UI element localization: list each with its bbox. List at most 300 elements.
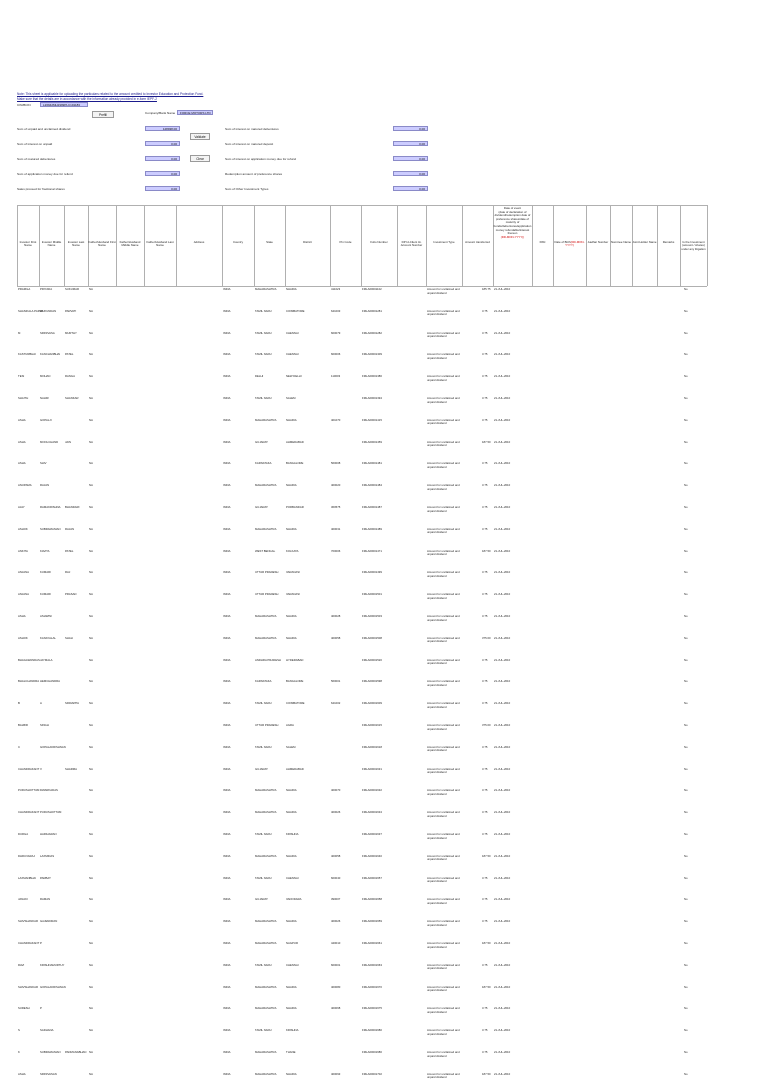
table-cell: FMLA00001508	[362, 635, 382, 640]
validate-button[interactable]: Validate	[190, 133, 210, 140]
table-cell: K	[18, 1050, 20, 1054]
table-cell: CHANDRAKANT	[18, 810, 40, 815]
table-cell: 400070	[331, 788, 341, 793]
table-cell: CHENNAI	[286, 330, 299, 335]
table-cell: NA	[89, 417, 93, 422]
table-cell: MAHARASHTRA	[255, 853, 277, 858]
table-cell: NA	[89, 461, 93, 466]
table-cell: INDIA	[223, 614, 231, 618]
summary-right-value-2: 0.00	[393, 156, 428, 161]
table-cell: NHARIA	[286, 984, 297, 989]
table-cell: RANGA	[65, 374, 75, 379]
table-cell: WEST BENGAL	[255, 548, 276, 553]
table-cell: 187.50	[482, 548, 491, 553]
table-cell: AJAY	[18, 505, 25, 509]
table-cell: 600006	[331, 352, 341, 357]
table-cell: ASHA	[18, 461, 26, 466]
table-cell: MAHARASHTRA	[255, 1071, 277, 1076]
table-cell: DURGA	[18, 832, 29, 836]
clear-button[interactable]: Clear	[190, 155, 210, 162]
table-cell: 21-JUL-2010	[494, 483, 511, 488]
table-cell: No	[684, 832, 688, 836]
table-cell: 3.75	[482, 766, 488, 771]
summary-label-4: Sales proceed for fractional shares	[17, 187, 65, 191]
table-cell: FMLA00001520	[362, 657, 382, 662]
table-cell: TAMIL NADU	[255, 1028, 272, 1033]
table-cell: MAHARASHTRA	[255, 614, 277, 618]
column-header: Date of event (date of declaration of dividend/redemption date of preference shares/date of maturity of bonds/debentures/application money refundable/interest thereon (DD-MON-YYYY))	[493, 206, 532, 239]
investment-type-cell: Amount for unclaimed and unpaid dividend	[427, 853, 460, 862]
column-header: Date of Birth(DD-MON-YYYY)	[554, 239, 585, 248]
table-cell: CHENNAI	[286, 352, 299, 357]
table-cell: AGRA	[286, 723, 294, 727]
table-cell: ANUPAMA	[18, 483, 32, 488]
table-cell: COIMBATORE	[286, 308, 305, 313]
table-cell: 21-JUL-2010	[494, 548, 511, 553]
table-cell: KANCHANBHAI	[40, 352, 61, 357]
investment-type-cell: Amount for unclaimed and unpaid dividend	[427, 875, 460, 884]
investment-type-cell: Amount for unclaimed and unpaid dividend	[427, 1071, 460, 1080]
table-cell: INDIA	[223, 417, 231, 422]
table-cell: THANE	[286, 1050, 296, 1054]
table-cell: NA	[89, 483, 93, 488]
investment-type-cell: Amount for unclaimed and unpaid dividend	[427, 766, 460, 775]
table-cell: No	[684, 1028, 688, 1033]
table-cell: 3.75	[482, 1050, 488, 1054]
table-cell: 21-JUL-2010	[494, 919, 511, 924]
table-cell: NEW DELHI	[286, 374, 302, 379]
table-cell: P	[40, 1006, 42, 1011]
table-cell: 21-JUL-2010	[494, 1006, 511, 1011]
table-cell: TAMIL NADU	[255, 308, 272, 313]
table-cell: NA	[89, 832, 93, 836]
table-cell: MOOLCHAND	[40, 439, 59, 444]
column-divider	[176, 205, 177, 286]
table-cell: SURESH	[18, 1006, 30, 1011]
table-cell: 401070	[331, 417, 341, 422]
summary-value-1: 0.00	[145, 141, 180, 146]
table-cell: RAMAKRISHNA	[40, 505, 61, 509]
table-cell: 21-JUL-2010	[494, 1071, 511, 1076]
table-cell: 400026	[331, 919, 341, 924]
table-cell: DWARKADAS	[40, 788, 58, 793]
summary-right-value-1: 0.00	[393, 141, 428, 146]
table-cell: MAHARASHTRA	[255, 984, 277, 989]
table-cell: 411023	[331, 287, 341, 291]
investment-type-cell: Amount for unclaimed and unpaid dividend	[427, 526, 460, 535]
table-cell: No	[684, 1006, 688, 1011]
table-cell: No	[684, 1050, 688, 1054]
table-cell: DELHI	[255, 374, 264, 379]
table-cell: NHARIA	[286, 417, 297, 422]
table-cell: PURUSHOTTAM	[18, 788, 40, 793]
table-cell: NA	[89, 657, 93, 662]
table-cell: 3.75	[482, 417, 488, 422]
table-cell: GUJARAT	[255, 439, 268, 444]
table-cell: NA	[89, 287, 93, 291]
table-cell: PARVATI	[65, 308, 77, 313]
table-cell: INDIA	[223, 287, 231, 291]
prefill-button[interactable]: Prefill	[92, 111, 114, 118]
column-divider	[632, 205, 633, 286]
table-cell: No	[684, 1071, 688, 1076]
table-cell: 21-JUL-2010	[494, 810, 511, 815]
summary-right-label-2: Sum of interest on application money due for refund	[225, 157, 297, 161]
table-cell: INDIA	[223, 526, 231, 531]
table-cell: ANJANA	[18, 592, 30, 597]
table-cell: BHALCHANDRA	[18, 679, 40, 684]
table-cell: SRINIVASA	[40, 330, 55, 335]
investment-type-cell: Amount for unclaimed and unpaid dividend	[427, 635, 460, 644]
table-cell: AHMEDABAD	[286, 766, 304, 771]
table-cell: No	[684, 962, 688, 967]
table-cell: 3.75	[482, 396, 488, 400]
table-cell: 21-JUL-2010	[494, 701, 511, 706]
table-cell: ASHWINI	[40, 614, 52, 618]
table-cell: 21-JUL-2010	[494, 766, 511, 771]
table-cell: FMLA00001632	[362, 788, 382, 793]
investment-type-cell: Amount for unclaimed and unpaid dividend	[427, 701, 460, 709]
table-cell: ASHOK	[18, 635, 28, 640]
table-cell: 3.75	[482, 483, 488, 488]
table-cell: NHARIA	[286, 1071, 297, 1076]
table-cell: INDIA	[223, 352, 231, 357]
table-cell: INDIA	[223, 1006, 231, 1011]
table-cell: PRIYADA	[40, 287, 53, 291]
table-cell: INDIA	[223, 483, 231, 488]
column-header: Pin Code	[339, 239, 352, 244]
column-header: PAN	[539, 239, 546, 244]
table-cell: 21-JUL-2010	[494, 308, 511, 313]
table-cell: MAHARASHTRA	[255, 919, 277, 924]
table-cell: NA	[89, 439, 93, 444]
table-cell: FMLA00001484	[362, 483, 382, 488]
table-cell: INDIA	[223, 635, 231, 640]
table-cell: 3.75	[482, 526, 488, 531]
table-cell: VARANASI	[286, 570, 300, 575]
column-header: Is the Investment (amount / shares) under any litigation	[681, 239, 706, 251]
table-cell: No	[684, 396, 688, 400]
table-cell: No	[684, 287, 688, 291]
table-cell: FMLA00001481	[362, 461, 382, 466]
table-cell: INDIA	[223, 548, 231, 553]
summary-right-label-1: Sum of interest on matured deposit	[225, 142, 274, 146]
table-cell: NA	[89, 853, 93, 858]
table-cell: No	[684, 701, 688, 706]
table-cell: 3.75	[482, 614, 488, 618]
table-cell: NA	[89, 308, 93, 313]
table-cell: MAHARASHTRA	[255, 417, 277, 422]
table-cell: MAHARASHTRA	[255, 788, 277, 793]
table-cell: GOPALAKRISHNAN	[40, 984, 66, 989]
investment-type-cell: Amount for unclaimed and unpaid dividend	[427, 505, 460, 513]
table-cell: A	[40, 701, 42, 706]
table-cell: MAHARASHTRA	[255, 1006, 277, 1011]
table-cell: RAJAN	[65, 526, 75, 531]
table-cell: 21-JUL-2010	[494, 657, 511, 662]
table-cell: FMLA00001631	[362, 766, 382, 771]
table-cell: FMLA00001487	[362, 505, 382, 509]
table-cell: DHRUVARAJ	[18, 853, 35, 858]
table-cell: CHANDRAKANT	[18, 941, 40, 945]
table-cell: 21-JUL-2010	[494, 853, 511, 858]
column-header: Remarks	[662, 239, 675, 244]
summary-right-label-4: Sum of Other Investment Types	[225, 187, 269, 191]
investment-type-cell: Amount for unclaimed and unpaid dividend	[427, 374, 460, 382]
table-cell: MAHARASHTRA	[255, 526, 277, 531]
table-cell: TAMIL NADU	[255, 832, 272, 836]
table-cell: BHANDARI	[65, 505, 80, 509]
table-cell: NA	[89, 810, 93, 815]
table-cell: FMLA00001489	[362, 526, 382, 531]
table-cell: 21-JUL-2010	[494, 505, 511, 509]
table-cell: 187.50	[482, 853, 491, 858]
column-header: Aadhar Number	[587, 239, 609, 244]
company-name-field[interactable]: FORCE MOTORS LTD	[177, 110, 213, 115]
table-cell: 21-JUL-2010	[494, 330, 511, 335]
table-cell: 21-JUL-2010	[494, 679, 511, 684]
table-cell: BANGALORE	[286, 679, 304, 684]
table-cell: 3.75	[482, 832, 488, 836]
table-cell: 3.75	[482, 1028, 488, 1033]
column-divider	[426, 205, 427, 286]
column-divider	[361, 205, 362, 286]
table-cell: INDIA	[223, 832, 231, 836]
column-divider	[707, 205, 708, 286]
summary-value-3: 0.00	[145, 171, 180, 176]
table-cell: No	[684, 614, 688, 618]
investment-type-cell: Amount for unclaimed and unpaid dividend	[427, 483, 460, 491]
table-cell: 21-JUL-2010	[494, 962, 511, 967]
table-cell: 3.75	[482, 897, 488, 902]
table-cell: No	[684, 723, 688, 727]
table-cell: 187.50	[482, 941, 491, 945]
table-cell: NAHIR	[40, 396, 49, 400]
table-cell: PRASAD	[65, 592, 77, 597]
table-cell: 400026	[331, 810, 341, 815]
table-cell: INDIA	[223, 919, 231, 924]
column-header: Investment Type	[433, 239, 455, 244]
table-cell: 3.75	[482, 1006, 488, 1011]
cin-field[interactable]: L26942MH1999PLC191183	[40, 102, 88, 107]
table-cell: No	[684, 526, 688, 531]
table-cell: MAHARASHTRA	[255, 635, 277, 640]
summary-label-3: Sum of application money due for refund	[17, 172, 73, 176]
table-cell: 187.50	[482, 984, 491, 989]
table-cell: 3.75	[482, 505, 488, 509]
table-cell: KRISHNA	[286, 1028, 299, 1033]
table-cell: NA	[89, 788, 93, 793]
table-cell: SADHANA	[40, 1028, 54, 1033]
table-cell: ASHA	[18, 439, 26, 444]
table-cell: 21-JUL-2010	[494, 1050, 511, 1054]
table-cell: INDIA	[223, 374, 231, 379]
table-cell: NA	[89, 396, 93, 400]
table-cell: FMLA00001102	[362, 287, 382, 291]
table-cell: 21-JUL-2010	[494, 396, 511, 400]
table-cell: GAJENDRAN	[40, 919, 58, 924]
table-cell: MUKUNDAN	[40, 308, 57, 313]
table-cell: SHAITH	[18, 396, 29, 400]
table-cell: INDIA	[223, 1071, 231, 1076]
summary-value-2: 0.00	[145, 156, 180, 161]
table-cell: FMLA00001309	[362, 352, 382, 357]
table-cell: ANKITA	[18, 548, 28, 553]
table-cell: 187.50	[482, 1071, 491, 1076]
table-cell: PARBAT	[40, 875, 51, 880]
table-cell: 560001	[331, 679, 341, 684]
table-cell: HEMCHANDRA	[40, 679, 61, 684]
table-cell: 21-JUL-2010	[494, 875, 511, 880]
table-cell: RAJAN	[40, 483, 50, 488]
table-cell: NA	[89, 635, 93, 640]
column-header: Father/Husband Last Name	[146, 239, 174, 248]
table-cell: NA	[89, 526, 93, 531]
table-cell: SRINIVASAN	[40, 1071, 57, 1076]
table-cell: 360575	[331, 505, 341, 509]
table-cell: HARIHARAN	[40, 832, 57, 836]
table-cell: 3.75	[482, 679, 488, 684]
investment-type-cell: Amount for unclaimed and unpaid dividend	[427, 417, 460, 426]
column-divider	[285, 205, 286, 286]
table-cell: 21-JUL-2010	[494, 461, 511, 466]
table-cell: INDIA	[223, 308, 231, 313]
investment-type-cell: Amount for unclaimed and unpaid dividend	[427, 439, 460, 448]
table-cell: NA	[89, 766, 93, 771]
table-cell: FMLA00001394	[362, 396, 382, 400]
table-cell: FMLA00001281	[362, 308, 382, 313]
table-cell: NA	[89, 330, 93, 335]
table-cell: No	[684, 439, 688, 444]
table-cell: 185.75	[482, 287, 491, 291]
table-cell: 21-JUL-2010	[494, 1028, 511, 1033]
table-cell: SINGH	[40, 723, 49, 727]
table-cell: FMLA00001282	[362, 330, 382, 335]
table-cell: TAMIL NADU	[255, 962, 272, 967]
investment-type-cell: Amount for unclaimed and unpaid dividend	[427, 744, 460, 753]
table-cell: No	[684, 788, 688, 793]
table-cell: 3.75	[482, 657, 488, 662]
table-cell: KARNATAKA	[255, 679, 272, 684]
table-cell: MAHARASHTRA	[255, 941, 277, 945]
table-cell: No	[684, 483, 688, 488]
column-header: Investor First Name	[19, 239, 37, 248]
table-cell: 560008	[331, 461, 341, 466]
table-cell: TAMIL NADU	[255, 875, 272, 880]
table-cell: 600040	[331, 875, 341, 880]
table-cell: 187.50	[482, 439, 491, 444]
table-cell: No	[684, 810, 688, 815]
table-cell: KUMARI	[40, 592, 51, 597]
table-cell: CHANDRAKANT	[18, 766, 40, 771]
table-cell: CHENNAI	[286, 875, 299, 880]
table-cell: NA	[89, 1050, 93, 1054]
table-cell: 21-JUL-2010	[494, 570, 511, 575]
table-cell: ASHA	[18, 614, 26, 618]
table-cell: NA	[89, 984, 93, 989]
table-cell: NAGPUR	[286, 941, 298, 945]
table-cell: 3.75	[482, 744, 488, 749]
table-cell: SHIV	[40, 461, 47, 466]
table-cell: SUBRAMANIAN	[40, 526, 61, 531]
table-cell: FMLA00001609	[362, 701, 382, 706]
table-cell: 375.00	[482, 635, 491, 640]
table-cell: NHARIA	[286, 810, 297, 815]
summary-right-value-3: 0.00	[393, 171, 428, 176]
summary-label-1: Sum of interest on unpaid	[17, 142, 53, 146]
column-divider	[532, 205, 533, 286]
table-cell: VARANASI	[286, 592, 300, 597]
table-cell: SHAH	[65, 635, 73, 640]
header-border	[17, 205, 707, 206]
note-line-1: Note: This sheet is applicable for uploading the particulars related to the amount credited to Investor Education and Protection Fund.	[17, 92, 204, 96]
table-cell: S	[18, 1028, 20, 1033]
table-cell: FMLA00001663	[362, 962, 382, 967]
table-cell: 600001	[331, 962, 341, 967]
table-cell: GUJARAT	[255, 897, 268, 902]
table-cell: NHARIA	[286, 614, 297, 618]
column-header: Father/Husband First Name	[88, 239, 116, 248]
table-cell: FMLA00001680	[362, 1028, 382, 1033]
table-cell: BALBIR	[18, 723, 28, 727]
table-cell: NA	[89, 679, 93, 684]
table-cell: INDIA	[223, 941, 231, 945]
table-cell: NA	[89, 570, 93, 575]
company-name-label: Company/Bank Name	[145, 111, 176, 115]
table-cell: NA	[89, 919, 93, 924]
table-cell: FMLA00001658	[362, 897, 382, 902]
table-cell: RAMAN	[40, 897, 51, 902]
table-cell: HYDERABAD	[286, 657, 304, 662]
table-cell: No	[684, 919, 688, 924]
column-divider	[657, 205, 658, 286]
table-cell: KRISHNAMURTHY	[40, 962, 65, 967]
investment-type-cell: Amount for unclaimed and unpaid dividend	[427, 941, 460, 949]
summary-right-label-3: Redemption amount of preference shares	[225, 172, 283, 176]
table-cell: FMLA00001415	[362, 417, 382, 422]
investment-type-cell: Amount for unclaimed and unpaid dividend	[427, 570, 460, 578]
investment-type-cell: Amount for unclaimed and unpaid dividend	[427, 919, 460, 927]
table-cell: SHIVSHANKAR	[18, 984, 39, 989]
table-cell: NA	[89, 723, 93, 727]
table-cell: INDIA	[223, 962, 231, 967]
column-header: State	[266, 239, 273, 244]
table-cell: V	[40, 766, 42, 771]
table-cell: INDIA	[223, 592, 231, 597]
table-cell: SHIVSHANKAR	[18, 919, 39, 924]
table-cell: NA	[89, 374, 93, 379]
column-divider	[610, 205, 611, 286]
table-cell: FMLA00001499	[362, 570, 382, 575]
table-cell: 21-JUL-2010	[494, 417, 511, 422]
column-header: Amount transferred	[465, 239, 490, 244]
table-cell: P	[40, 941, 42, 945]
table-cell: FMLA00001386	[362, 374, 382, 379]
table-cell: INDIA	[223, 1028, 231, 1033]
table-cell: 400080	[331, 984, 341, 989]
column-header: Investor Middle Name	[41, 239, 62, 248]
table-cell: FMLA00001670	[362, 984, 382, 989]
table-cell: TAMIL NADU	[255, 701, 272, 706]
table-cell: 110003	[331, 374, 341, 379]
table-cell: NA	[89, 962, 93, 967]
table-cell: RAVI	[18, 962, 25, 967]
table-cell: No	[684, 548, 688, 553]
table-cell: 400068	[331, 1006, 341, 1011]
table-cell: 21-JUL-2010	[494, 374, 511, 379]
table-cell: 3.75	[482, 308, 488, 313]
table-cell: NA	[89, 1071, 93, 1076]
